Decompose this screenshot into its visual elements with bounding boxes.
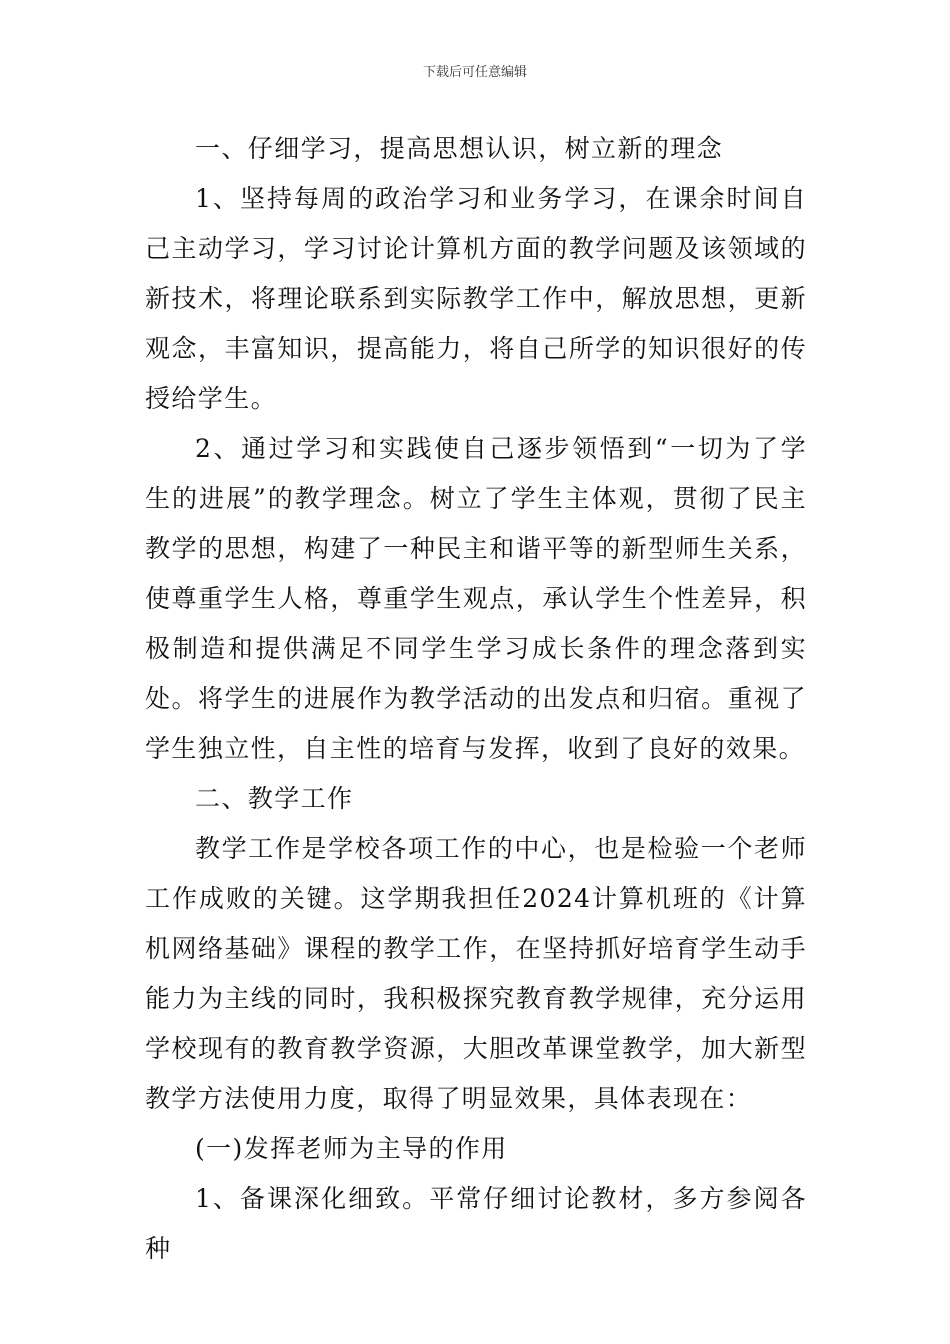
section-heading: 二、教学工作 bbox=[195, 784, 354, 813]
paragraph: 1、坚持每周的政治学习和业务学习，在课余时间自己主动学习，学习讨论计算机方面的教学问题及该领域的新技术，将理论联系到实际教学工作中，解放思想，更新观念，丰富知识，提高能力，将自己所学的知识很好的传授给学生。 bbox=[145, 184, 807, 413]
paragraph: 教学工作是学校各项工作的中心，也是检验一个老师工作成败的关键。这学期我担任2024计算机班的《计算机网络基础》课程的教学工作，在坚持抓好培育学生动手能力为主线的同时，我积极探究教育教学规律，充分运用学校现有的教育教学资源，大胆改革课堂教学，加大新型教学方法使用力度，取得了明显效果，具体表现在： bbox=[145, 834, 807, 1113]
paragraph: 1、备课深化细致。平常仔细讨论教材，多方参阅各种 bbox=[145, 1184, 807, 1263]
section-heading: 一、仔细学习，提高思想认识，树立新的理念 bbox=[195, 134, 724, 163]
subsection-heading: (一)发挥老师为主导的作用 bbox=[195, 1134, 508, 1163]
page-header: 下载后可任意编辑 bbox=[422, 65, 527, 80]
document-body bbox=[145, 124, 807, 1274]
paragraph: 2、通过学习和实践使自己逐步领悟到“一切为了学生的进展”的教学理念。树立了学生主体观，贯彻了民主教学的思想，构建了一种民主和谐平等的新型师生关系，使尊重学生人格，尊重学生观点，承认学生个性差异，积极制造和提供满足不同学生学习成长条件的理念落到实处。将学生的进展作为教学活动的出发点和归宿。重视了学生独立性，自主性的培育与发挥，收到了良好的效果。 bbox=[145, 434, 807, 763]
